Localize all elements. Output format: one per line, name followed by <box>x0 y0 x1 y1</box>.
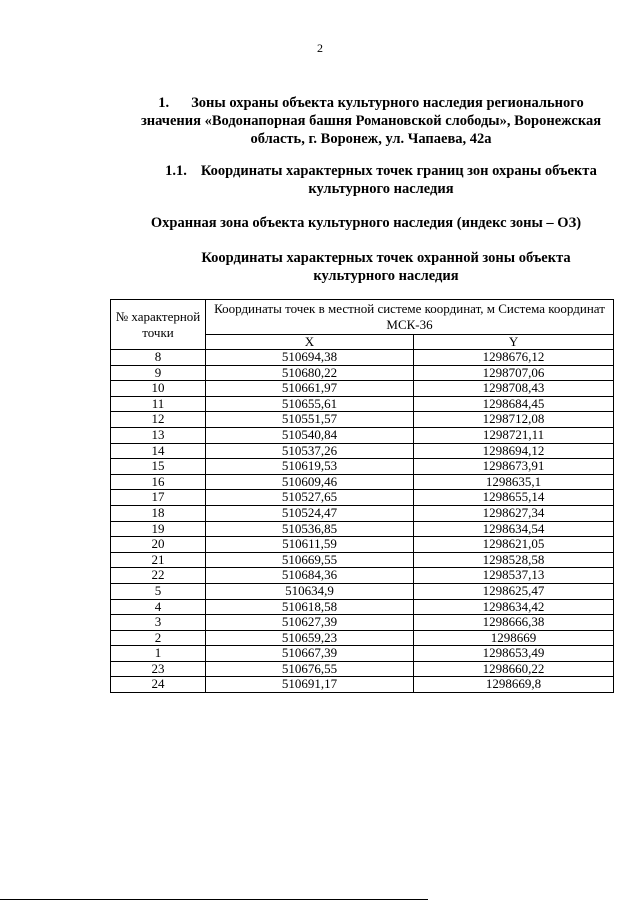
table-row <box>111 412 614 428</box>
coordinates-table <box>110 299 614 693</box>
table-row <box>111 568 614 584</box>
section-1-heading <box>130 94 612 148</box>
table-row <box>111 474 614 490</box>
y-coordinate-cell: 1298707,06 <box>414 365 614 381</box>
table-row <box>111 396 614 412</box>
x-coordinate-cell: 510669,55 <box>206 552 414 568</box>
point-number-cell: 11 <box>111 396 206 412</box>
y-coordinate-cell: 1298694,12 <box>414 443 614 459</box>
point-number-cell: 4 <box>111 599 206 615</box>
x-coordinate-cell: 510676,55 <box>206 661 414 677</box>
point-number-header: № характерной точки <box>111 300 206 350</box>
point-number-cell: 13 <box>111 427 206 443</box>
y-coordinate-cell: 1298634,54 <box>414 521 614 537</box>
point-number-cell: 23 <box>111 661 206 677</box>
table-row <box>111 630 614 646</box>
table-row <box>111 365 614 381</box>
y-coordinate-cell: 1298655,14 <box>414 490 614 506</box>
table-row <box>111 427 614 443</box>
x-coordinate-cell: 510524,47 <box>206 505 414 521</box>
point-number-cell: 8 <box>111 350 206 366</box>
point-number-cell: 12 <box>111 412 206 428</box>
point-number-cell: 9 <box>111 365 206 381</box>
y-coordinate-cell: 1298660,22 <box>414 661 614 677</box>
x-coordinate-cell: 510680,22 <box>206 365 414 381</box>
y-coordinate-cell: 1298666,38 <box>414 615 614 631</box>
table-row <box>111 583 614 599</box>
table-row <box>111 677 614 693</box>
point-number-cell: 2 <box>111 630 206 646</box>
point-number-cell: 16 <box>111 474 206 490</box>
table-row <box>111 661 614 677</box>
x-coordinate-cell: 510661,97 <box>206 381 414 397</box>
y-coordinate-cell: 1298634,42 <box>414 599 614 615</box>
point-number-cell: 22 <box>111 568 206 584</box>
table-row <box>111 646 614 662</box>
zone-title: Охранная зона объекта культурного наследия (индекс зоны – ОЗ) <box>150 215 582 231</box>
point-number-cell: 15 <box>111 459 206 475</box>
coordinates-table-body <box>111 350 614 693</box>
point-number-cell: 1 <box>111 646 206 662</box>
table-row <box>111 552 614 568</box>
x-coordinate-cell: 510684,36 <box>206 568 414 584</box>
x-coordinate-cell: 510527,65 <box>206 490 414 506</box>
point-number-cell: 3 <box>111 615 206 631</box>
y-header: Y <box>414 335 614 350</box>
y-coordinate-cell: 1298653,49 <box>414 646 614 662</box>
point-number-cell: 24 <box>111 677 206 693</box>
y-coordinate-cell: 1298625,47 <box>414 583 614 599</box>
y-coordinate-cell: 1298721,11 <box>414 427 614 443</box>
table-row <box>111 443 614 459</box>
section-1-number: 1. <box>158 95 170 111</box>
x-coordinate-cell: 510634,9 <box>206 583 414 599</box>
x-coordinate-cell: 510619,53 <box>206 459 414 475</box>
page-number: 2 <box>317 41 323 55</box>
y-coordinate-cell: 1298673,91 <box>414 459 614 475</box>
coordinate-system-header: Координаты точек в местной системе координат, м Система координат МСК-36 <box>206 300 614 335</box>
point-number-cell: 5 <box>111 583 206 599</box>
point-number-cell: 17 <box>111 490 206 506</box>
table-row <box>111 459 614 475</box>
y-coordinate-cell: 1298684,45 <box>414 396 614 412</box>
table-title: Координаты характерных точек охранной зоны объекта культурного наследия <box>201 250 571 284</box>
point-number-cell: 21 <box>111 552 206 568</box>
point-number-cell: 18 <box>111 505 206 521</box>
y-coordinate-cell: 1298669,8 <box>414 677 614 693</box>
x-coordinate-cell: 510611,59 <box>206 537 414 553</box>
table-row <box>111 599 614 615</box>
x-coordinate-cell: 510618,58 <box>206 599 414 615</box>
section-1-1-title: Координаты характерных точек границ зон охраны объекта культурного наследия <box>200 163 597 197</box>
x-coordinate-cell: 510540,84 <box>206 427 414 443</box>
y-coordinate-cell: 1298635,1 <box>414 474 614 490</box>
y-coordinate-cell: 1298676,12 <box>414 350 614 366</box>
y-coordinate-cell: 1298528,58 <box>414 552 614 568</box>
x-coordinate-cell: 510694,38 <box>206 350 414 366</box>
point-number-cell: 20 <box>111 537 206 553</box>
x-coordinate-cell: 510655,61 <box>206 396 414 412</box>
x-coordinate-cell: 510667,39 <box>206 646 414 662</box>
x-coordinate-cell: 510627,39 <box>206 615 414 631</box>
table-row <box>111 537 614 553</box>
y-coordinate-cell: 1298537,13 <box>414 568 614 584</box>
section-1-title: Зоны охраны объекта культурного наследия регионального значения «Водонапорная башня Романовской слободы», Воронежская область, г. Воронеж, ул. Чапаева, 42а <box>140 95 602 147</box>
table-row <box>111 521 614 537</box>
y-coordinate-cell: 1298712,08 <box>414 412 614 428</box>
x-coordinate-cell: 510537,26 <box>206 443 414 459</box>
y-coordinate-cell: 1298669 <box>414 630 614 646</box>
x-coordinate-cell: 510536,85 <box>206 521 414 537</box>
footer-divider <box>0 899 428 900</box>
table-row <box>111 490 614 506</box>
x-coordinate-cell: 510551,57 <box>206 412 414 428</box>
y-coordinate-cell: 1298708,43 <box>414 381 614 397</box>
point-number-cell: 10 <box>111 381 206 397</box>
x-header: X <box>206 335 414 350</box>
table-row <box>111 615 614 631</box>
y-coordinate-cell: 1298621,05 <box>414 537 614 553</box>
section-1-1-number: 1.1. <box>165 163 187 179</box>
x-coordinate-cell: 510691,17 <box>206 677 414 693</box>
point-number-cell: 14 <box>111 443 206 459</box>
point-number-cell: 19 <box>111 521 206 537</box>
y-coordinate-cell: 1298627,34 <box>414 505 614 521</box>
section-1-1-heading <box>150 162 612 198</box>
x-coordinate-cell: 510609,46 <box>206 474 414 490</box>
table-row <box>111 505 614 521</box>
table-row <box>111 350 614 366</box>
x-coordinate-cell: 510659,23 <box>206 630 414 646</box>
table-row <box>111 381 614 397</box>
